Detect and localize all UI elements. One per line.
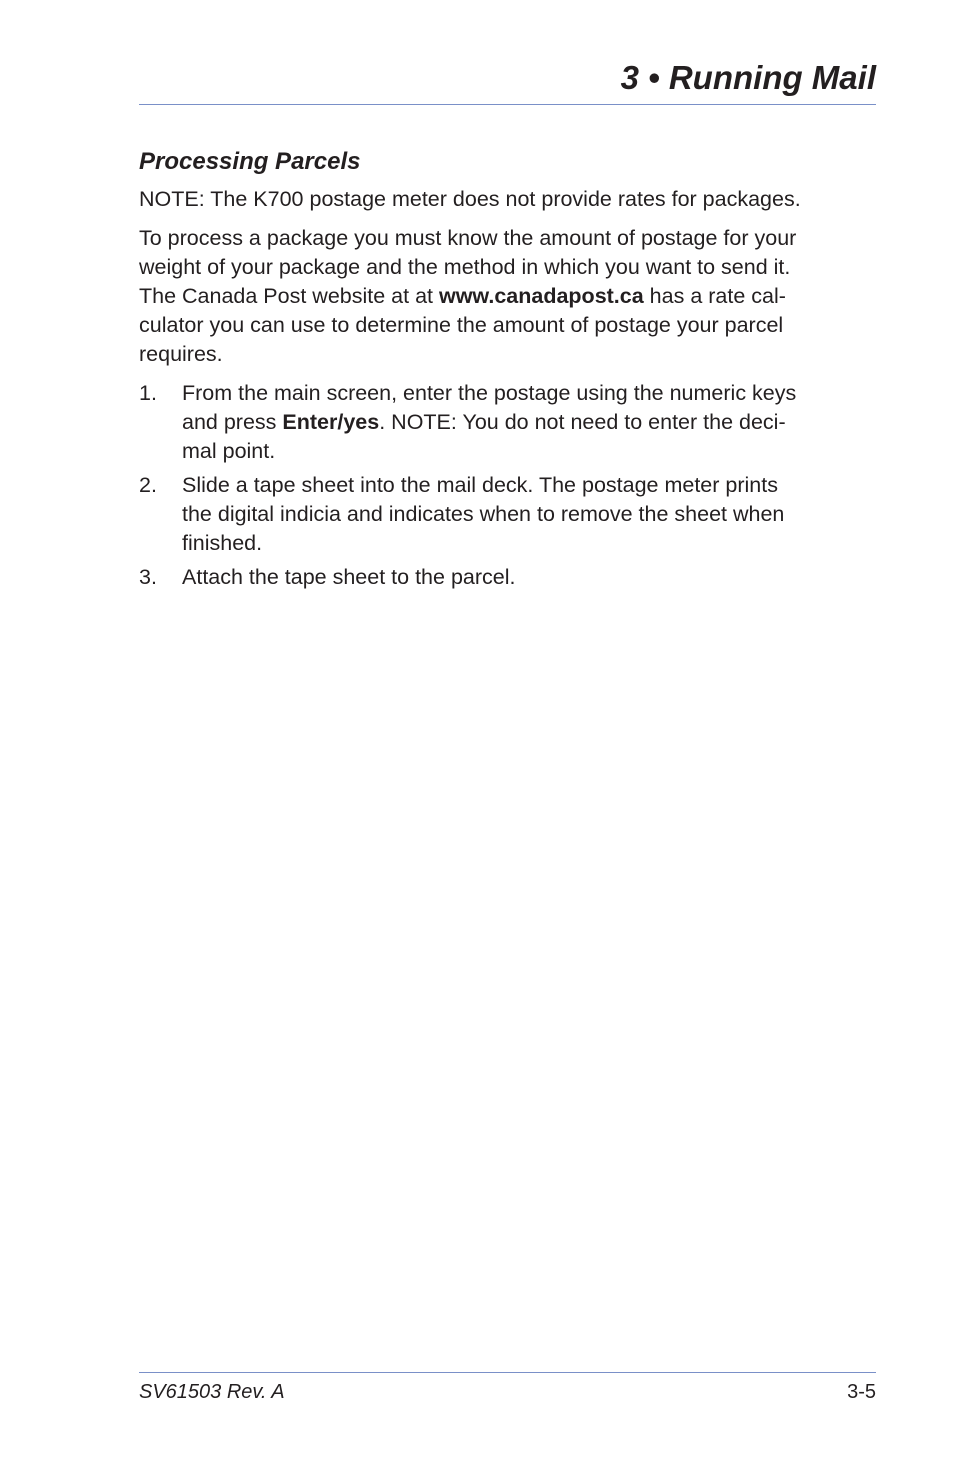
intro-line-2: weight of your package and the method in which you want to send it. (139, 255, 791, 279)
intro-line-4: culator you can use to determine the amount of postage your parcel (139, 313, 784, 337)
intro-line-3-pre: The Canada Post website at at (139, 284, 439, 308)
header-rule (139, 104, 876, 105)
step-number: 3. (139, 565, 157, 589)
step-1-line-2-post: . NOTE: You do not need to enter the deci- (379, 410, 786, 434)
intro-line-5: requires. (139, 342, 223, 366)
list-item-step-2 (139, 471, 884, 558)
section-heading: Processing Parcels (139, 148, 361, 175)
intro-line-1: To process a package you must know the amount of postage for your (139, 226, 797, 250)
step-2-line-1: Slide a tape sheet into the mail deck. The postage meter prints (182, 473, 778, 497)
intro-line-3-post: has a rate cal- (643, 284, 786, 308)
step-1-line-3: mal point. (182, 439, 276, 463)
step-number: 2. (139, 473, 157, 497)
intro-line-3 (139, 282, 884, 311)
step-1-line-1: From the main screen, enter the postage using the numeric keys (182, 381, 797, 405)
step-3-line-1: Attach the tape sheet to the parcel. (182, 565, 516, 589)
chapter-title: 3 • Running Mail (620, 59, 876, 96)
page-content (139, 146, 884, 597)
list-item-step-1 (139, 379, 884, 466)
step-2-line-2: the digital indicia and indicates when to remove the sheet when (182, 502, 785, 526)
note-paragraph: NOTE: The K700 postage meter does not provide rates for packages. (139, 187, 801, 211)
page-number: 3-5 (847, 1381, 876, 1403)
footer-rule (139, 1372, 876, 1373)
list-item-step-3 (139, 563, 884, 592)
steps-list (139, 379, 884, 592)
intro-paragraph (139, 224, 884, 369)
step-1-line-2 (182, 408, 884, 437)
step-2-line-3: finished. (182, 531, 263, 555)
step-number: 1. (139, 381, 157, 405)
enter-yes-key-label: Enter/yes (282, 410, 380, 434)
canadapost-link[interactable]: www.canadapost.ca (438, 284, 644, 308)
footer-doc-id: SV61503 Rev. A (139, 1381, 285, 1403)
step-1-line-2-pre: and press (182, 410, 283, 434)
